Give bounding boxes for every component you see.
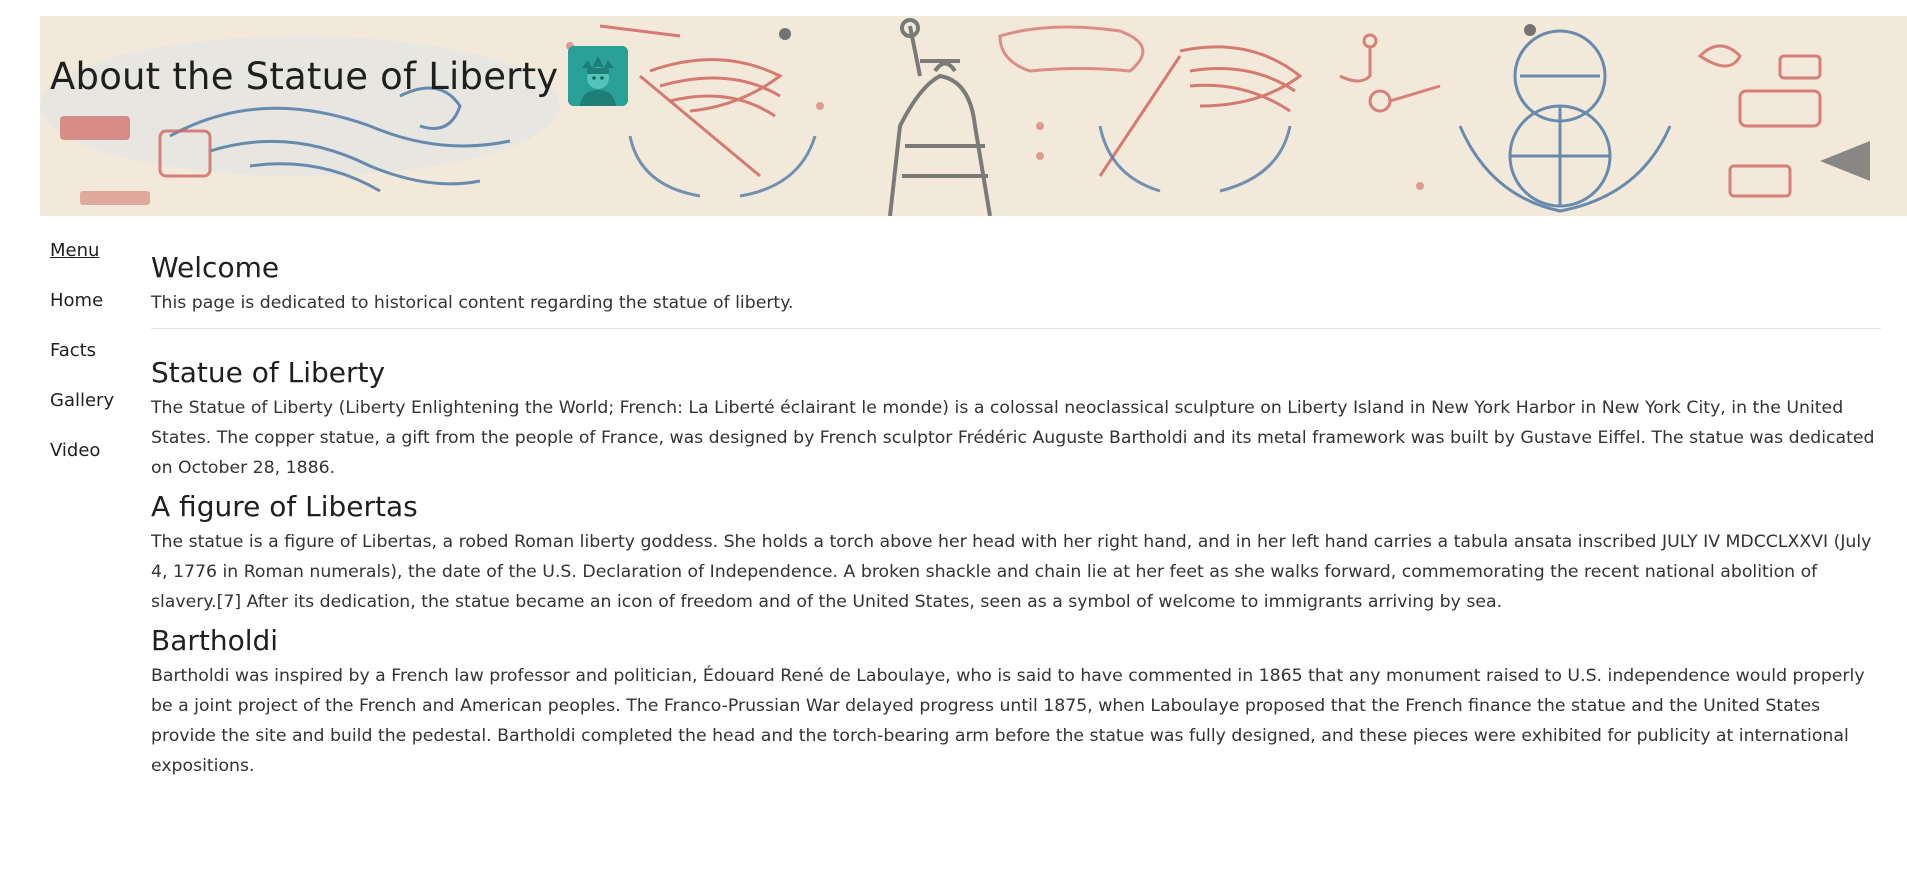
section-heading: A figure of Libertas <box>151 490 418 523</box>
section-text: Bartholdi was inspired by a French law professor and politician, Édouard René de Laboulaye, who is said to have commented in 1865 that any monument raised to U.S. independence would properly be a joint project of the French and American peoples. The Franco-Prussian War delayed progress until 1875, when Laboulaye proposed that the French finance the statue and the United States provide the site and build the pedestal. Bartholdi completed the head and the torch-bearing arm before the statue was fully designed, and these pieces were exhibited for publicity at international expositions. <box>151 666 1865 776</box>
section-text: The Statue of Liberty (Liberty Enlightening the World; French: La Liberté éclairant le monde) is a colossal neoclassical sculpture on Liberty Island in New York Harbor in New York City, in the United States. The copper statue, a gift from the people of France, was designed by French sculptor Frédéric Auguste Bartholdi and its metal framework was built by Gustave Eiffel. The statue was dedicated on October 28, 1886. <box>151 398 1875 478</box>
header-banner <box>40 16 1907 216</box>
page-title-text: About the Statue of Liberty <box>50 54 559 98</box>
welcome-heading: Welcome <box>151 251 280 284</box>
welcome-section <box>151 248 1881 318</box>
sidebar-heading[interactable]: Menu <box>50 240 100 261</box>
section-heading: Statue of Liberty <box>151 356 386 389</box>
article-section <box>151 353 1881 483</box>
sidebar-item-gallery[interactable]: Gallery <box>50 390 115 411</box>
sidebar-menu <box>50 240 140 490</box>
sidebar-item-video[interactable]: Video <box>50 440 101 461</box>
section-text: The statue is a figure of Libertas, a robed Roman liberty goddess. She holds a torch above her head with her right hand, and in her left hand carries a tabula ansata inscribed JULY IV MDCCLXXVI (July 4, 1776 in Roman numerals), the date of the U.S. Declaration of Independence. A broken shackle and chain lie at her feet as she walks forward, commemorating the recent national abolition of slavery.[7] After its dedication, the statue became an icon of freedom and of the United States, seen as a symbol of welcome to immigrants arriving by sea. <box>151 532 1872 612</box>
sidebar-item-facts[interactable]: Facts <box>50 340 97 361</box>
statue-of-liberty-emoji-icon <box>568 46 628 106</box>
section-heading: Bartholdi <box>151 624 279 657</box>
divider <box>151 328 1881 329</box>
article-section <box>151 621 1881 781</box>
sidebar-item-home[interactable]: Home <box>50 290 104 311</box>
article-section <box>151 487 1881 617</box>
welcome-text: This page is dedicated to historical content regarding the statue of liberty. <box>151 293 794 313</box>
page-title <box>50 46 628 106</box>
main-content <box>151 248 1881 785</box>
